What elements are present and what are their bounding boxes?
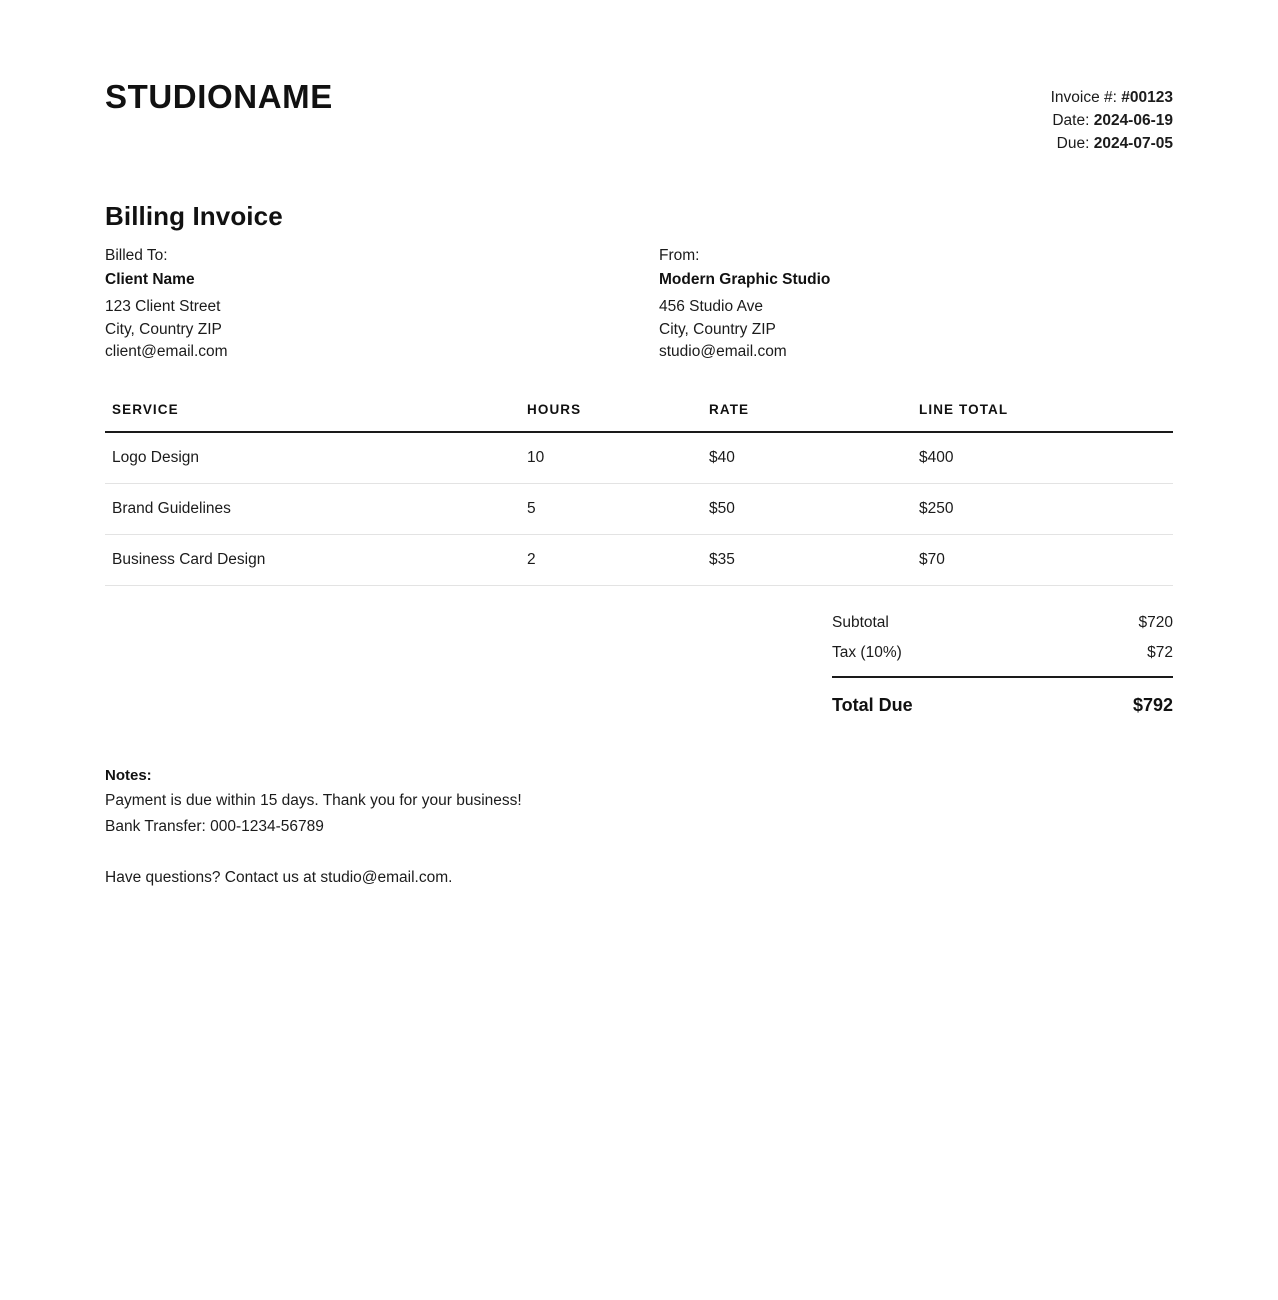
tax-value: $72 [1147, 644, 1173, 661]
column-header-service: SERVICE [105, 402, 520, 432]
billed-to-address-line2: City, Country ZIP [105, 320, 222, 338]
billed-to-name: Client Name [105, 271, 195, 288]
table-row [105, 432, 1173, 484]
totals-block [832, 608, 1173, 714]
invoice-number-value: #00123 [1121, 89, 1173, 106]
from-address-line2: City, Country ZIP [659, 320, 776, 338]
cell-hours: 5 [520, 484, 702, 535]
billed-to-email: client@email.com [105, 343, 228, 360]
invoice-number-row [1051, 86, 1173, 109]
from-block [659, 244, 1159, 364]
notes-spacer [105, 840, 865, 865]
cell-rate: $35 [702, 535, 912, 586]
table-row [105, 484, 1173, 535]
cell-line-total: $400 [912, 432, 1173, 484]
cell-service: Business Card Design [105, 535, 520, 586]
invoice-number-label: Invoice #: [1050, 89, 1117, 106]
subtotal-row [832, 608, 1173, 638]
notes-payment-terms: Payment is due within 15 days. Thank you for your business! [105, 792, 522, 809]
column-header-hours: HOURS [520, 402, 702, 432]
notes-contact: Have questions? Contact us at studio@email.com. [105, 869, 453, 886]
subtotal-value: $720 [1138, 614, 1173, 631]
cell-hours: 10 [520, 432, 702, 484]
line-items-head [105, 402, 1173, 432]
cell-line-total: $250 [912, 484, 1173, 535]
invoice-date-value: 2024-06-19 [1093, 112, 1173, 129]
cell-service: Logo Design [105, 432, 520, 484]
invoice-due-row [1051, 132, 1173, 155]
column-header-line-total: LINE TOTAL [912, 402, 1173, 432]
cell-service: Brand Guidelines [105, 484, 520, 535]
from-label: From: [659, 247, 700, 264]
invoice-date-label: Date: [1052, 112, 1090, 129]
from-address-line1: 456 Studio Ave [659, 298, 763, 315]
invoice-due-value: 2024-07-05 [1093, 135, 1173, 152]
total-due-row [832, 678, 1173, 714]
from-name: Modern Graphic Studio [659, 271, 831, 288]
invoice-header [105, 0, 1173, 152]
tax-label: Tax (10%) [832, 644, 902, 661]
tax-row [832, 638, 1173, 668]
total-due-value: $792 [1132, 695, 1173, 715]
table-row [105, 535, 1173, 586]
cell-rate: $40 [702, 432, 912, 484]
table-header-row [105, 402, 1173, 432]
cell-hours: 2 [520, 535, 702, 586]
invoice-sheet [105, 0, 1173, 886]
from-address [659, 296, 1159, 364]
subtotal-label: Subtotal [832, 614, 889, 631]
notes-title: Notes: [105, 767, 152, 784]
invoice-meta-block [1051, 86, 1173, 155]
total-due-label: Total Due [832, 695, 913, 715]
column-header-rate: RATE [702, 402, 912, 432]
cell-rate: $50 [702, 484, 912, 535]
billed-to-address-line1: 123 Client Street [105, 298, 221, 315]
from-email: studio@email.com [659, 343, 787, 360]
studio-logo-wordmark: STUDIONAME [105, 78, 333, 115]
notes-bank-transfer: Bank Transfer: 000-1234-56789 [105, 818, 324, 835]
billed-to-address [105, 296, 659, 364]
page-title: Billing Invoice [105, 201, 283, 231]
invoice-date-row [1051, 109, 1173, 132]
line-items-body [105, 432, 1173, 586]
invoice-due-label: Due: [1056, 135, 1090, 152]
billed-to-block [105, 244, 659, 364]
cell-line-total: $70 [912, 535, 1173, 586]
parties-section [105, 244, 1173, 364]
line-items-table [105, 402, 1173, 586]
notes-section [105, 764, 865, 891]
billed-to-label: Billed To: [105, 247, 168, 264]
